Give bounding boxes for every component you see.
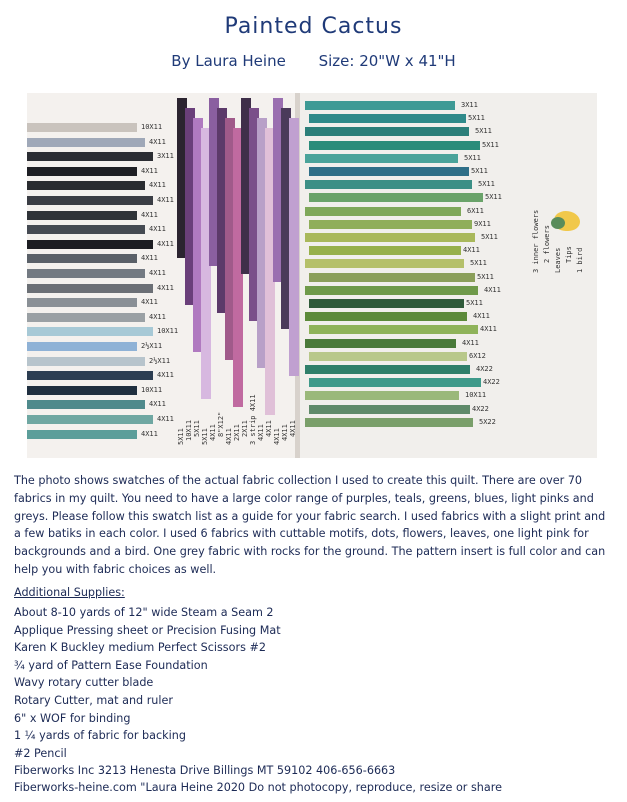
swatch-size-label: 10X11	[185, 419, 193, 441]
swatch-size-label: 9X11	[474, 219, 491, 228]
fabric-strip	[305, 365, 470, 374]
fabric-strip	[309, 220, 472, 229]
fabric-strip	[27, 211, 137, 220]
fabric-swatch-photo	[27, 93, 597, 458]
swatch-size-label: 2X11	[233, 424, 241, 441]
swatch-size-label: 4X11	[484, 285, 501, 294]
fabric-strip	[305, 391, 459, 400]
fabric-strip	[27, 240, 153, 249]
swatch-size-label: 4X11	[149, 400, 166, 409]
swatch-size-label: 3 strip 4X11	[249, 394, 257, 445]
fabric-strip	[309, 193, 483, 202]
swatch-size-label: 2X11	[241, 420, 249, 437]
fabric-strip	[309, 167, 469, 176]
fabric-strip	[305, 101, 455, 110]
swatch-size-label: 4X11	[209, 424, 217, 441]
copyright-footer: Fiberworks-heine.com "Laura Heine 2020 Do not photocopy, reproduce, resize or share	[14, 781, 502, 794]
swatch-size-label: 3X11	[157, 152, 174, 161]
swatch-note-label: Leaves	[554, 247, 562, 273]
fabric-strip	[27, 415, 153, 424]
fabric-strip	[27, 181, 145, 190]
swatch-size-label: 4X11	[273, 428, 281, 445]
fabric-strip	[27, 371, 153, 380]
swatch-size-label: 10X11	[465, 391, 487, 400]
fabric-strip	[305, 259, 464, 268]
swatch-size-label: 4X11	[141, 166, 158, 175]
supply-item: Applique Pressing sheet or Precision Fusing Mat	[14, 623, 281, 637]
fabric-strip	[309, 299, 464, 308]
fabric-strip	[309, 405, 470, 414]
swatch-size-label: 5X11	[481, 233, 498, 241]
fabric-strip	[27, 357, 145, 366]
bird-fabric-swatch	[554, 211, 580, 231]
supplies-heading: Additional Supplies:	[14, 586, 125, 599]
swatch-size-label: 5X11	[468, 114, 485, 123]
swatch-size-label: 5X11	[470, 259, 487, 268]
swatch-size-label: 4X11	[225, 428, 233, 445]
swatch-size-label: 4X11	[149, 137, 166, 146]
swatch-size-label: 6X11	[467, 206, 484, 215]
fabric-strip	[305, 418, 473, 427]
swatch-size-label: 4X11	[141, 298, 158, 307]
supply-item: 6" x WOF for binding	[14, 711, 131, 725]
swatch-size-label: 5X11	[482, 140, 499, 149]
swatch-size-label: 4X11	[480, 325, 497, 334]
swatch-size-label: 4X11	[157, 196, 174, 204]
fabric-strip	[309, 378, 481, 387]
page-title: Painted Cactus	[224, 14, 403, 39]
swatch-size-label: 5X11	[477, 272, 494, 281]
fabric-strip	[309, 141, 480, 150]
swatch-size-label: 5X11	[201, 428, 209, 445]
swatch-size-label: 4X11	[149, 312, 166, 321]
page-subtitle	[0, 52, 627, 70]
swatch-size-label: 5X11	[464, 153, 481, 162]
fabric-strip	[27, 196, 153, 205]
swatch-size-label: 5X11	[193, 420, 201, 437]
supply-item: 1 ¼ yards of fabric for backing	[14, 729, 186, 743]
fabric-strip	[27, 138, 145, 147]
author-label: By Laura Heine	[171, 52, 286, 70]
fabric-strip	[27, 400, 145, 409]
supply-item: Karen K Buckley medium Perfect Scissors #2	[14, 641, 266, 655]
swatch-size-label: 4X22	[476, 365, 493, 373]
swatch-size-label: 4X11	[141, 210, 158, 219]
swatch-size-label: 4X11	[141, 429, 158, 438]
swatch-size-label: 4X11	[141, 254, 158, 263]
swatch-size-label: 4X11	[257, 424, 265, 441]
fabric-strip	[27, 254, 137, 263]
fabric-strip	[27, 152, 153, 161]
swatch-size-label: 4X11	[462, 338, 479, 347]
swatch-size-label: 4X11	[281, 424, 289, 441]
swatch-size-label: 4X11	[149, 181, 166, 190]
swatch-size-label: 5X22	[479, 417, 496, 426]
swatch-size-label: 4X11	[149, 225, 166, 234]
supply-item: ¾ yard of Pattern Ease Foundation	[14, 658, 208, 672]
fabric-strip	[27, 313, 145, 322]
fabric-strip	[27, 284, 153, 293]
swatch-size-label: 4X22	[483, 378, 500, 387]
swatch-note-label: Tips	[565, 246, 573, 263]
fabric-strip	[27, 342, 137, 351]
fabric-strip	[27, 269, 145, 278]
supply-item: About 8-10 yards of 12" wide Steam a Seam 2	[14, 606, 274, 619]
supply-item: #2 Pencil	[14, 746, 67, 760]
swatch-note-label: 3 inner flowers	[532, 209, 540, 273]
swatch-size-label: 10X11	[141, 385, 163, 394]
fabric-strip	[305, 127, 469, 136]
swatch-size-label: 3X11	[461, 101, 478, 109]
fabric-strip	[305, 339, 456, 348]
fabric-strip	[309, 114, 466, 123]
fabric-strip	[305, 312, 467, 321]
fabric-strip	[27, 327, 153, 336]
swatch-size-label: 5X11	[475, 127, 492, 136]
fabric-strip	[305, 154, 458, 163]
fabric-strip	[309, 352, 467, 361]
swatch-size-label: 4X11	[149, 269, 166, 277]
description-text: The photo shows swatches of the actual fabric collection I used to create this quilt. There are over 70 fabrics in my quilt. You need to have a large color range of purples, teals, greens, blues, light pinks and greys. Please follow this swatch list as a guide for your fabric search. I used fabrics with a slight print and a few batiks in each color. I used 6 fabrics with cuttable motifs, dots, flowers, leaves, one light pink for backgrounds and a bird. One grey fabric with rocks for the ground. The pattern insert is full color and can help you with fabric choices as well.	[14, 474, 606, 576]
swatch-size-label: 5X11	[471, 167, 488, 175]
swatch-note-label: 1 bird	[576, 247, 584, 273]
swatch-size-label: 4X11	[157, 239, 174, 248]
fabric-strip	[305, 286, 478, 295]
swatch-size-label: 4X11	[157, 415, 174, 423]
supply-item: Rotary Cutter, mat and ruler	[14, 693, 173, 707]
swatch-size-label: 5X11	[466, 299, 483, 307]
fabric-strip	[305, 180, 472, 189]
swatch-size-label: 10X11	[141, 123, 163, 131]
fabric-strip	[27, 386, 137, 395]
fabric-strip	[309, 246, 461, 255]
swatch-size-label: 4X11	[157, 283, 174, 292]
supplies-list	[14, 604, 395, 780]
fabric-strip	[27, 430, 137, 439]
swatch-size-label: 6X12	[469, 351, 486, 360]
fabric-strip	[27, 123, 137, 132]
swatch-size-label: 5X11	[177, 428, 185, 445]
size-label: Size: 20"W x 41"H	[318, 52, 456, 70]
swatch-size-label: 10X11	[157, 327, 179, 336]
fabric-strip	[305, 207, 461, 216]
swatch-size-label: 2½X11	[141, 342, 163, 350]
swatch-size-label: 4X11	[157, 371, 174, 380]
fabric-strip	[309, 325, 478, 334]
supply-item: Wavy rotary cutter blade	[14, 676, 154, 690]
fabric-strip	[305, 233, 475, 242]
swatch-size-label: 4X11	[473, 312, 490, 321]
swatch-size-label: 4X11	[463, 246, 480, 255]
fabric-strip	[309, 273, 475, 282]
fabric-strip	[27, 167, 137, 176]
swatch-size-label: 5X11	[485, 193, 502, 202]
supply-item: Fiberworks Inc 3213 Henesta Drive Billings MT 59102 406-656-6663	[14, 764, 396, 778]
fabric-strip	[27, 298, 137, 307]
swatch-size-label: 5X11	[478, 180, 495, 189]
swatch-size-label: 4X22	[472, 404, 489, 413]
fabric-strip	[27, 225, 145, 234]
swatch-size-label: 4X11	[265, 420, 273, 437]
swatch-size-label: 2½X11	[149, 356, 171, 365]
swatch-size-label: 8"X12"	[217, 411, 225, 437]
fabric-strip	[289, 118, 299, 376]
swatch-size-label: 4X11	[289, 420, 297, 437]
swatch-note-label: 2 flowers	[543, 225, 551, 263]
